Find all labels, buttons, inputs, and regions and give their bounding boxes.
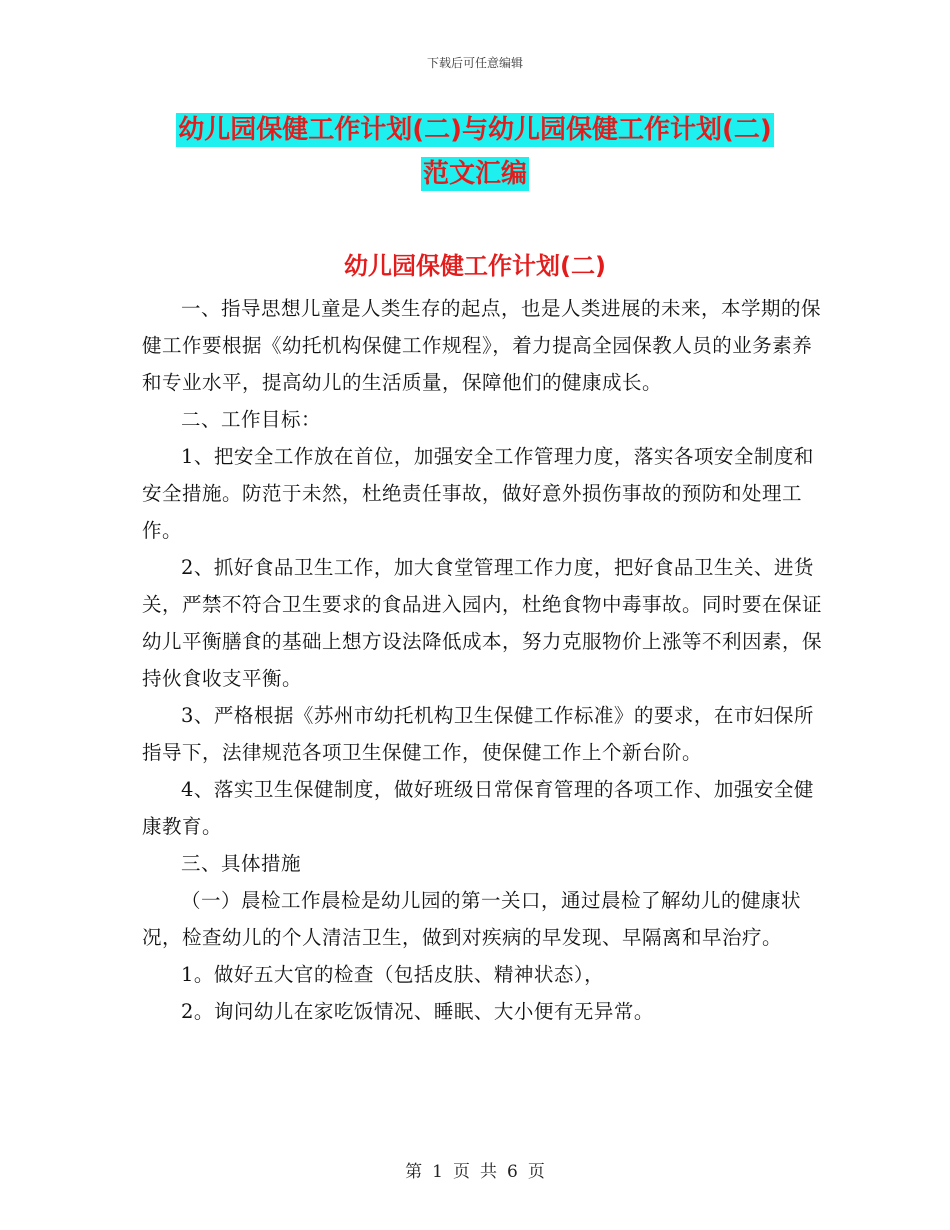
header-note: 下载后可任意编辑	[426, 56, 523, 70]
footer-page-label: 第	[405, 1162, 423, 1182]
document-title-line1: 幼儿园保健工作计划(二)与幼儿园保健工作计划(二)	[178, 115, 772, 145]
paragraph-goal-2: 2、抓好食品卫生工作，加大食堂管理工作力度，把好食品卫生关、进货关，严禁不符合卫生要求的食品进入园内，杜绝食物中毒事故。同时要在保证幼儿平衡膳食的基础上想方设法降低成本，努力克服物价上涨等不利因素，保持伙食收支平衡。	[142, 556, 823, 690]
document-body	[142, 290, 822, 1030]
footer-page-total: 6	[507, 1162, 518, 1182]
footer-total-unit: 页	[527, 1162, 545, 1182]
page-footer	[0, 1157, 950, 1182]
paragraph-check-item-1: 1。做好五大官的检查（包括皮肤、精神状态），	[181, 963, 605, 986]
paragraph-goal-1: 1、把安全工作放在首位，加强安全工作管理力度，落实各项安全制度和安全措施。防范于未然，杜绝责任事故，做好意外损伤事故的预防和处理工作。	[142, 445, 814, 542]
paragraph-goal-4: 4、落实卫生保健制度，做好班级日常保育管理的各项工作、加强安全健康教育。	[142, 778, 814, 838]
paragraph-check-item-2: 2。询问幼儿在家吃饭情况、睡眠、大小便有无异常。	[181, 1000, 654, 1023]
footer-total-label: 共	[480, 1162, 497, 1182]
paragraph-guiding-idea: 一、指导思想儿童是人类生存的起点，也是人类进展的未来，本学期的保健工作要根据《幼托机构保健工作规程》，着力提高全园保教人员的业务素养和专业水平，提高幼儿的生活质量，保障他们的健康成长。	[142, 297, 822, 394]
paragraph-morning-check: （一）晨检工作晨检是幼儿园的第一关口，通过晨检了解幼儿的健康状况，检查幼儿的个人清洁卫生，做到对疾病的早发现、早隔离和早治疗。	[142, 889, 802, 949]
section-title: 幼儿园保健工作计划(二)	[344, 252, 606, 280]
paragraph-measures-heading: 三、具体措施	[181, 852, 302, 875]
paragraph-goal-3: 3、严格根据《苏州市幼托机构卫生保健工作标准》的要求，在市妇保所指导下，法律规范各项卫生保健工作，使保健工作上个新台阶。	[142, 704, 814, 764]
paragraph-goals-heading: 二、工作目标：	[181, 408, 322, 431]
footer-page-unit: 页	[453, 1162, 470, 1182]
document-title-line2: 范文汇编	[422, 159, 527, 189]
footer-page-current: 1	[432, 1162, 443, 1182]
